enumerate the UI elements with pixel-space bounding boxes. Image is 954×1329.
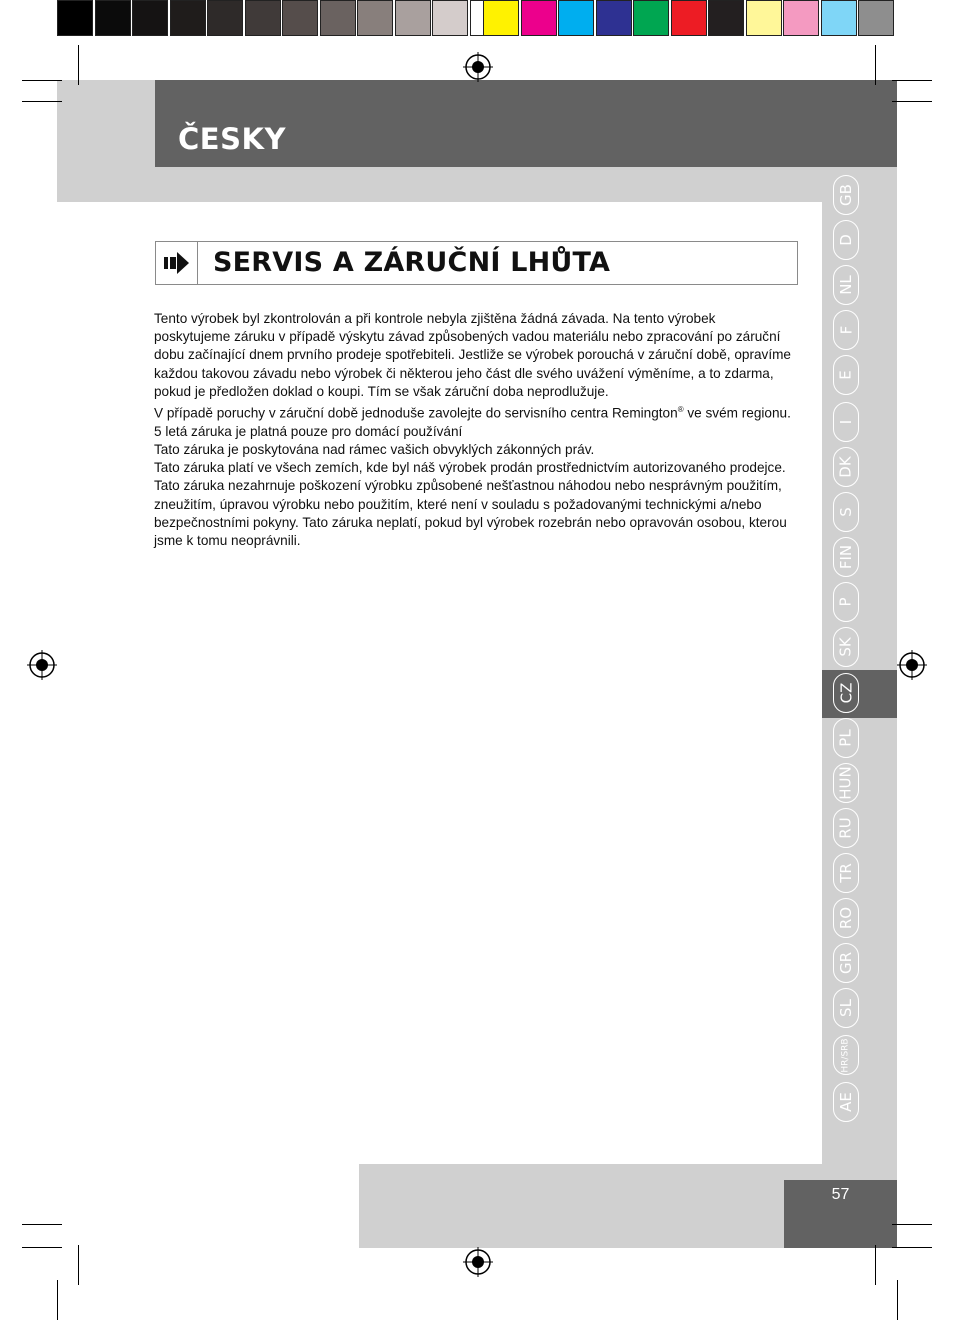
crop-mark — [78, 1245, 79, 1285]
color-swatch — [558, 0, 594, 36]
language-tab-outline — [833, 355, 859, 395]
registration-mark-icon — [897, 650, 927, 680]
language-tab-outline — [833, 1035, 859, 1075]
language-tab-outline — [833, 673, 859, 713]
language-tab-e[interactable] — [832, 355, 860, 395]
crop-mark — [892, 1247, 932, 1248]
language-tab-gr[interactable] — [832, 943, 860, 983]
language-tab-label: F — [836, 325, 855, 335]
language-tab-outline — [833, 537, 859, 577]
paragraph: Tato záruka je poskytována nad rámec vašich obvyklých zákonných práv. — [154, 441, 595, 457]
language-tab-outline — [833, 310, 859, 350]
language-tab-outline — [833, 175, 859, 215]
color-swatch — [57, 0, 93, 36]
language-tab-label: HR/SRB — [840, 1037, 851, 1073]
crop-mark — [875, 45, 876, 85]
language-tab-label: FIN — [837, 544, 855, 570]
language-tab-fin[interactable] — [832, 537, 860, 577]
language-tab-dk[interactable] — [832, 447, 860, 487]
color-swatch — [746, 0, 782, 36]
language-tab-outline — [833, 808, 859, 848]
language-tab-outline — [833, 627, 859, 667]
color-swatch — [207, 0, 243, 36]
language-tab-outline — [833, 943, 859, 983]
language-tab-label: I — [837, 419, 855, 425]
color-swatch — [432, 0, 468, 36]
color-swatch — [170, 0, 206, 36]
language-tab-label: DK — [836, 456, 855, 478]
language-tab-label: E — [836, 370, 855, 380]
language-tab-outline — [833, 265, 859, 305]
section-icon-cell — [155, 241, 198, 285]
language-tab-outline — [833, 763, 859, 803]
language-tab-ru[interactable] — [832, 808, 860, 848]
crop-mark — [22, 101, 62, 102]
language-tab-ae[interactable] — [832, 1082, 860, 1122]
color-swatch — [858, 0, 894, 36]
paragraph: Tento výrobek byl zkontrolován a při kontrole nebyla zjištěna žádná závada. Na tento výrobek poskytujeme záruku v případě výskytu závad způsobených vadou materiálu nebo zpracování po záruční dobu začínající dnem prvního prodeje spotřebiteli. Jestliže se výrobek porouchá v záruční době, opravíme každou takovou závadu nebo výrobek či některou jeho část dle svého uvážení výměníme, a to zdarma, pokud je předložen doklad o koupi. Tím se však záruční doba neprodlužuje. — [154, 311, 791, 399]
paragraph: Tato záruka platí ve všech zemích, kde byl náš výrobek prodán prostřednictvím autorizovaného prodejce. — [154, 460, 786, 476]
color-swatch — [282, 0, 318, 36]
crop-mark — [892, 1224, 932, 1225]
warranty-text — [154, 310, 794, 550]
color-calibration-bar-grayscale — [57, 0, 507, 38]
language-tab-label: CZ — [837, 682, 855, 704]
language-tab-outline — [833, 582, 859, 622]
crop-mark — [22, 1247, 62, 1248]
language-tab-label: SK — [836, 637, 855, 657]
language-tab-ro[interactable] — [832, 898, 860, 938]
color-swatch — [671, 0, 707, 36]
color-swatch — [708, 0, 744, 36]
language-tab-outline — [833, 1082, 859, 1122]
language-tab-label: RU — [837, 817, 855, 839]
color-swatch — [245, 0, 281, 36]
language-tab-label: SL — [836, 999, 855, 1017]
color-swatch — [596, 0, 632, 36]
language-tab-outline — [833, 402, 859, 442]
language-tab-label: GR — [836, 951, 855, 975]
arrow-right-icon — [162, 252, 190, 274]
language-tab-label: RO — [836, 906, 855, 930]
language-tab-gb[interactable] — [832, 175, 860, 215]
language-tab-outline — [833, 988, 859, 1028]
language-tab-label: GB — [836, 184, 855, 206]
color-swatch — [132, 0, 168, 36]
color-swatch — [783, 0, 819, 36]
color-swatch — [633, 0, 669, 36]
language-tab-label: P — [836, 597, 855, 607]
paragraph: Tato záruka nezahrnuje poškození výrobku způsobené nešťastnou náhodou nebo nesprávným použitím, zneužitím, úpravou výrobku nebo použitím, které není v souladu s požadovanými technickými a/nebo bezpečnostními pokyny. Tato záruka neplatí, pokud byl výrobek rozebrán nebo opravován osobou, kterou jsme k tomu neoprávnili. — [154, 478, 787, 548]
language-tab-hun[interactable] — [832, 763, 860, 803]
registration-mark-icon — [463, 52, 493, 82]
language-tab-hr-srb[interactable] — [832, 1035, 860, 1075]
language-tab-outline — [833, 898, 859, 938]
color-swatch — [357, 0, 393, 36]
registered-mark: ® — [677, 405, 684, 415]
color-swatch — [95, 0, 131, 36]
language-tab-outline — [833, 492, 859, 532]
language-tab-pl[interactable] — [832, 718, 860, 758]
registration-mark-icon — [463, 1247, 493, 1277]
language-tab-tr[interactable] — [832, 853, 860, 893]
color-swatch — [821, 0, 857, 36]
language-tab-nl[interactable] — [832, 265, 860, 305]
language-tab-label: HUN — [837, 766, 856, 800]
language-tab-sk[interactable] — [832, 627, 860, 667]
language-tab-p[interactable] — [832, 582, 860, 622]
language-tab-label: NL — [836, 275, 855, 295]
crop-mark — [78, 45, 79, 85]
language-tab-cz[interactable] — [832, 673, 860, 713]
language-tab-label: TR — [837, 863, 855, 883]
language-tab-d[interactable] — [832, 220, 860, 260]
paragraph: 5 letá záruka je platná pouze pro domácí používání — [154, 423, 463, 439]
crop-mark — [875, 1245, 876, 1285]
language-tab-outline — [833, 853, 859, 893]
registration-mark-icon — [27, 650, 57, 680]
language-tab-i[interactable] — [832, 402, 860, 442]
section-title: SERVIS A ZÁRUČNÍ LHŮTA — [213, 247, 611, 278]
color-calibration-bar-color — [483, 0, 896, 38]
color-swatch — [521, 0, 557, 36]
crop-mark — [22, 1224, 62, 1225]
language-tab-outline — [833, 718, 859, 758]
color-swatch — [320, 0, 356, 36]
language-tab-label: S — [837, 507, 855, 517]
crop-mark — [892, 80, 932, 81]
service-paragraph: V případě poruchy v záruční době jednoduše zavolejte do servisního centra Remington® ve svém regionu. — [154, 405, 791, 421]
language-tab-outline — [833, 220, 859, 260]
crop-mark — [57, 1280, 58, 1320]
color-swatch — [395, 0, 431, 36]
page-number: 57 — [831, 1186, 850, 1203]
language-tab-label: D — [837, 234, 855, 246]
language-tab-f[interactable] — [832, 310, 860, 350]
crop-mark — [892, 101, 932, 102]
language-tab-outline — [833, 447, 859, 487]
page-title: ČESKY — [178, 122, 286, 156]
language-tab-s[interactable] — [832, 492, 860, 532]
language-tab-label: PL — [837, 729, 855, 747]
crop-mark — [22, 80, 62, 81]
color-swatch — [483, 0, 519, 36]
language-tab-sl[interactable] — [832, 988, 860, 1028]
crop-mark — [897, 1280, 898, 1320]
language-tab-label: AE — [837, 1092, 855, 1112]
